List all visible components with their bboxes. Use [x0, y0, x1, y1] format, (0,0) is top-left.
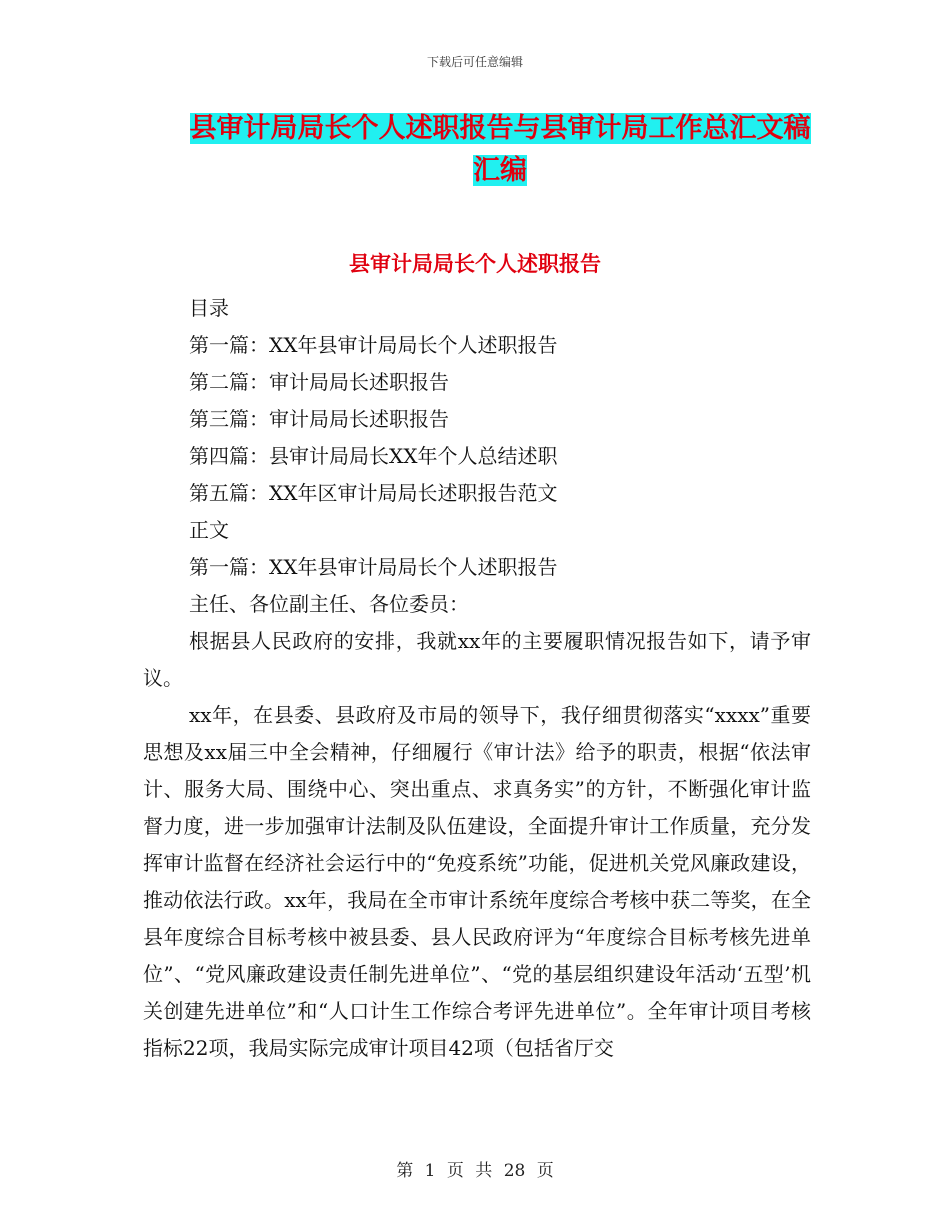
toc-item-1: 第一篇：XX年县审计局局长个人述职报告 [189, 333, 558, 357]
document-title-text: 县审计局局长个人述职报告与县审计局工作总汇文稿汇编 [189, 113, 811, 186]
toc-item-3: 第三篇：审计局局长述职报告 [189, 407, 449, 431]
paragraph-2: xx年，在县委、县政府及市局的领导下，我仔细贯彻落实“xxxx”重要思想及xx届三中全会精神，仔细履行《审计法》给予的职责，根据“依法审计、服务大局、围绕中心、突出重点、求真务实”的方针，不断强化审计监督力度，进一步加强审计法制及队伍建设，全面提升审计工作质量，充分发挥审计监督在经济社会运行中的“免疫系统”功能，促进机关党风廉政建设，推动依法行政。xx年，我局在全市审计系统年度综合考核中获二等奖，在全县年度综合目标考核中被县委、县人民政府评为“年度综合目标考核先进单位”、“党风廉政建设责任制先进单位”、“党的基层组织建设年活动‘五型’机关创建先进单位”和“人口计生工作综合考评先进单位”。全年审计项目考核指标22项，我局实际完成审计项目42项（包括省厅交 [143, 703, 811, 1060]
section-title: 县审计局局长个人述职报告 [349, 252, 601, 276]
body-label: 正文 [189, 518, 229, 542]
page-number: 第 1 页 共 28 页 [396, 1161, 554, 1181]
paragraph-1: 根据县人民政府的安排，我就xx年的主要履职情况报告如下，请予审议。 [143, 629, 811, 690]
document-title [180, 108, 820, 192]
salutation: 主任、各位副主任、各位委员： [189, 592, 469, 616]
toc-item-2: 第二篇：审计局局长述职报告 [189, 370, 449, 394]
chapter-title: 第一篇：XX年县审计局局长个人述职报告 [189, 555, 558, 579]
document-content [143, 290, 811, 1067]
toc-item-4: 第四篇：县审计局局长XX年个人总结述职 [189, 444, 558, 468]
page-header-note: 下载后可任意编辑 [426, 55, 523, 69]
toc-label: 目录 [189, 296, 229, 320]
toc-item-5: 第五篇：XX年区审计局局长述职报告范文 [189, 481, 558, 505]
